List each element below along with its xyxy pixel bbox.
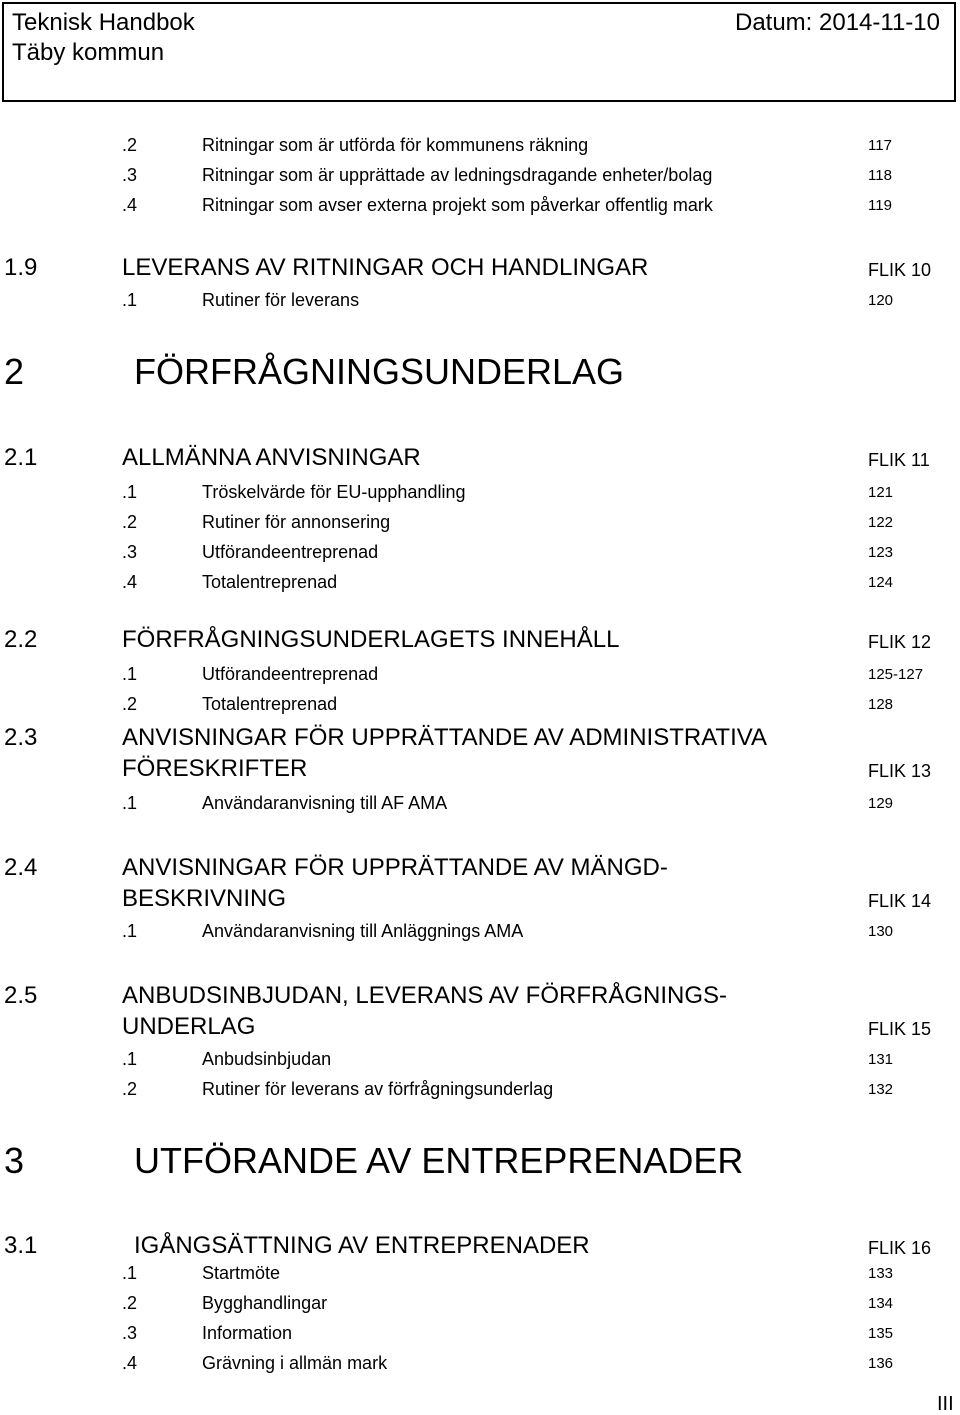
toc-entry-text: Rutiner för annonsering (202, 512, 391, 532)
section-number: 2.4 (4, 854, 38, 881)
section-flik: FLIK 15 (868, 1019, 932, 1039)
toc-entry-page: 123 (868, 544, 894, 561)
toc-entry-number: .2 (122, 1079, 138, 1099)
toc-entry-text: Tröskelvärde för EU-upphandling (202, 482, 466, 502)
section-title-continued: BESKRIVNING (122, 885, 287, 912)
toc-entry-number: .1 (122, 290, 138, 310)
toc-entry-page: 119 (868, 197, 892, 214)
toc-entry-text: Ritningar som är utförda för kommunens räkning (202, 135, 589, 155)
toc-entry-page: 136 (868, 1355, 894, 1372)
section-number: 2.3 (4, 724, 38, 751)
toc-entry-page: 124 (868, 574, 894, 591)
toc-entry-page: 133 (868, 1265, 894, 1282)
toc-entry-number: .1 (122, 921, 138, 941)
toc-entry-page: 134 (868, 1295, 894, 1312)
toc-entry-number: .1 (122, 793, 138, 813)
toc-entry-number: .3 (122, 542, 138, 562)
toc-entry-page: 132 (868, 1081, 894, 1098)
header-title: Teknisk Handbok (12, 9, 195, 36)
section-title-continued: FÖRESKRIFTER (122, 755, 308, 782)
toc-entry-number: .2 (122, 694, 138, 714)
toc-entry-text: Utförandeentreprenad (202, 542, 379, 562)
toc-entry-page: 118 (868, 167, 892, 184)
toc-entry-page: 129 (868, 795, 894, 812)
section-flik: FLIK 11 (868, 450, 930, 470)
section-title: ALLMÄNNA ANVISNINGAR (122, 444, 421, 471)
toc-entry-number: .1 (122, 1263, 138, 1283)
section-title-continued: UNDERLAG (122, 1013, 256, 1040)
toc-entry-page: 125-127 (868, 666, 924, 683)
header-date: Datum: 2014-11-10 (734, 9, 940, 36)
chapter-number: 2 (4, 351, 25, 392)
section-title: LEVERANS AV RITNINGAR OCH HANDLINGAR (122, 254, 649, 281)
toc-entry-number: .4 (122, 1353, 138, 1373)
chapter-number: 3 (4, 1140, 25, 1181)
toc-entry-number: .2 (122, 512, 138, 532)
section-flik: FLIK 10 (868, 260, 932, 280)
section-number: 2.2 (4, 626, 38, 653)
toc-entry-number: .1 (122, 482, 138, 502)
toc-entry-text: Användaranvisning till AF AMA (202, 793, 448, 813)
page-header (2, 2, 956, 102)
toc-entry-page: 117 (868, 137, 892, 154)
toc-entry-text: Användaranvisning till Anläggnings AMA (202, 921, 524, 941)
toc-entry-number: .1 (122, 664, 138, 684)
toc-entry-text: Grävning i allmän mark (202, 1353, 388, 1373)
toc-entry-page: 130 (868, 923, 894, 940)
section-number: 2.5 (4, 982, 38, 1009)
section-title: FÖRFRÅGNINGSUNDERLAGETS INNEHÅLL (122, 626, 620, 653)
section-number: 1.9 (4, 254, 38, 281)
toc-entry-text: Utförandeentreprenad (202, 664, 379, 684)
section-title: IGÅNGSÄTTNING AV ENTREPRENADER (134, 1232, 590, 1259)
toc-entry-page: 122 (868, 514, 894, 531)
toc-entry-page: 121 (868, 484, 894, 501)
header-subtitle: Täby kommun (12, 39, 165, 66)
toc-entry-text: Startmöte (202, 1263, 281, 1283)
section-flik: FLIK 16 (868, 1238, 932, 1258)
page-number: III (937, 1393, 954, 1415)
section-title: ANVISNINGAR FÖR UPPRÄTTANDE AV ADMINISTRATIVA (122, 724, 767, 751)
toc-entry-number: .2 (122, 1293, 138, 1313)
toc-entry-text: Ritningar som är upprättade av ledningsdragande enheter/bolag (202, 165, 713, 185)
toc-entry-text: Totalentreprenad (202, 572, 338, 592)
toc-entry-text: Rutiner för leverans (202, 290, 360, 310)
toc-entry-number: .4 (122, 195, 138, 215)
toc-entry-number: .3 (122, 165, 138, 185)
section-flik: FLIK 14 (868, 891, 932, 911)
toc-entry-number: .2 (122, 135, 138, 155)
toc-entry-text: Anbudsinbjudan (202, 1049, 332, 1069)
toc-entry-number: .4 (122, 572, 138, 592)
section-number: 3.1 (4, 1232, 38, 1259)
toc-entry-page: 120 (868, 292, 894, 309)
section-title: ANVISNINGAR FÖR UPPRÄTTANDE AV MÄNGD- (122, 854, 668, 881)
toc-entry-number: .1 (122, 1049, 138, 1069)
toc-entry-text: Information (202, 1323, 293, 1343)
section-flik: FLIK 12 (868, 632, 932, 652)
toc-entry-page: 135 (868, 1325, 894, 1342)
chapter-title: UTFÖRANDE AV ENTREPRENADER (134, 1140, 744, 1181)
toc-entry-text: Rutiner för leverans av förfrågningsunderlag (202, 1079, 554, 1099)
toc-entry-page: 131 (868, 1051, 894, 1068)
chapter-title: FÖRFRÅGNINGSUNDERLAG (134, 351, 625, 392)
section-flik: FLIK 13 (868, 761, 932, 781)
section-number: 2.1 (4, 444, 38, 471)
toc-entry-text: Bygghandlingar (202, 1293, 328, 1313)
toc-entry-text: Ritningar som avser externa projekt som påverkar offentlig mark (202, 195, 713, 215)
section-title: ANBUDSINBJUDAN, LEVERANS AV FÖRFRÅGNINGS- (122, 982, 727, 1009)
toc-entry-text: Totalentreprenad (202, 694, 338, 714)
toc-entry-number: .3 (122, 1323, 138, 1343)
toc-entry-page: 128 (868, 696, 894, 713)
